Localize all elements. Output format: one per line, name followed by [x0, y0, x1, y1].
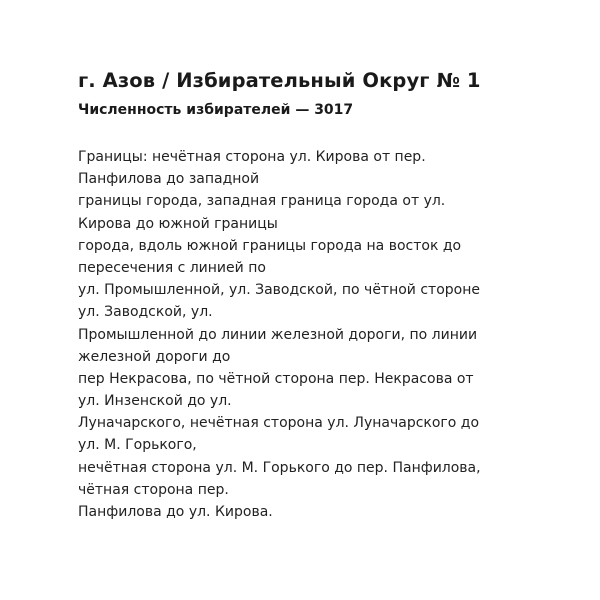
text-line: ул. М. Горького, [78, 437, 197, 454]
text-line: границы города, западная граница города от ул. [78, 193, 446, 210]
text-line: железной дороги до [78, 348, 231, 365]
text-line: города, вдоль южной границы города на восток до [78, 237, 462, 254]
text-line: Луначарского, нечётная сторона ул. Луначарского до [78, 415, 480, 432]
text-line: ул. Заводской, ул. [78, 304, 213, 321]
text-line: нечётная сторона ул. М. Горького до пер. Панфилова, [78, 459, 481, 476]
text-line: Кирова до южной границы [78, 215, 278, 232]
text-line: ул. Промышленной, ул. Заводской, по чётной стороне [78, 282, 480, 299]
text-line: ул. Инзенской до ул. [78, 393, 232, 410]
text-line: чётная сторона пер. [78, 481, 229, 498]
text-line: Границы: нечётная сторона ул. Кирова от пер. [78, 149, 426, 165]
text-line: пер Некрасова, по чётной сторона пер. Некрасова от [78, 370, 474, 387]
boundaries-description [78, 146, 578, 523]
text-line: пересечения с линией по [78, 259, 266, 276]
text-line: Панфилова до западной [78, 171, 260, 188]
document-title: г. Азов / Избирательный Округ № 1 [78, 69, 481, 92]
text-line: Панфилова до ул. Кирова. [78, 504, 273, 520]
text-line: Промышленной до линии железной дороги, по линии [78, 326, 478, 343]
voter-count-subtitle: Численность избирателей — 3017 [78, 102, 354, 118]
